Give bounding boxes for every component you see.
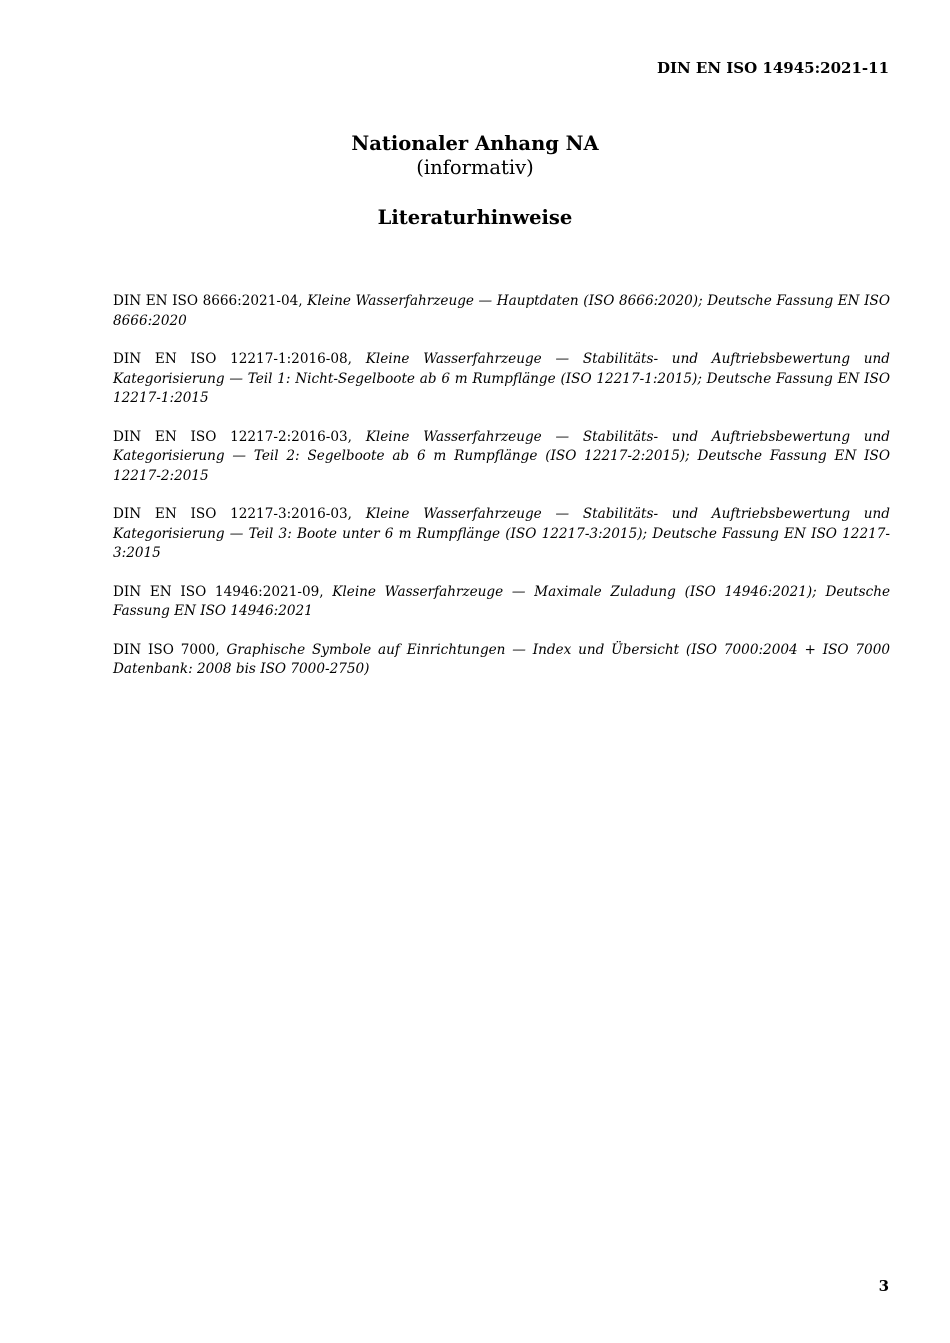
reference-title: Kleine Wasserfahrzeuge — Stabilitäts- und Auftriebsbewertung und Kategorisierung — Teil 2: Segelboote ab 6 m Rumpflänge (ISO 12217-2:2015); Deutsche Fassung EN ISO 12217-2:2015	[113, 428, 890, 484]
reference-title: Kleine Wasserfahrzeuge — Hauptdaten (ISO 8666:2020); Deutsche Fassung EN ISO 8666:2020	[113, 293, 890, 329]
reference-designation: DIN EN ISO 12217-1:2016-08,	[113, 351, 366, 367]
reference-title: Kleine Wasserfahrzeuge — Stabilitäts- und Auftriebsbewertung und Kategorisierung — Teil 3: Boote unter 6 m Rumpflänge (ISO 12217-3:2015); Deutsche Fassung EN ISO 12217-3:2015	[113, 506, 890, 561]
reference-item	[113, 292, 890, 331]
reference-designation: DIN EN ISO 8666:2021-04,	[113, 293, 308, 309]
reference-item	[113, 583, 890, 622]
reference-title: Graphische Symbole auf Einrichtungen — Index und Übersicht (ISO 7000:2004 + ISO 7000 Datenbank: 2008 bis ISO 7000-2750)	[113, 641, 891, 677]
reference-title: Kleine Wasserfahrzeuge — Stabilitäts- und Auftriebsbewertung und Kategorisierung — Teil 1: Nicht-Segelboote ab 6 m Rumpflänge (ISO 12217-1:2015); Deutsche Fassung EN ISO 12217-1:2015	[113, 351, 890, 406]
reference-title: Kleine Wasserfahrzeuge — Maximale Zuladung (ISO 14946:2021); Deutsche Fassung EN ISO 14946:2021	[113, 583, 890, 619]
reference-designation: DIN ISO 7000,	[113, 641, 227, 658]
annex-title: Nationaler Anhang NA	[351, 132, 599, 155]
reference-designation: DIN EN ISO 12217-2:2016-03,	[113, 428, 366, 445]
reference-list	[113, 292, 890, 699]
reference-item	[113, 350, 890, 409]
reference-item	[113, 428, 890, 487]
annex-subtitle: (informativ)	[416, 156, 534, 179]
annex-heading	[0, 132, 950, 180]
reference-item	[113, 641, 890, 680]
section-title: Literaturhinweise	[377, 206, 573, 229]
document-id: DIN EN ISO 14945:2021-11	[656, 59, 889, 77]
reference-designation: DIN EN ISO 12217-3:2016-03,	[113, 506, 366, 522]
reference-item	[113, 505, 890, 564]
reference-designation: DIN EN ISO 14946:2021-09,	[113, 583, 333, 600]
page-number: 3	[878, 1277, 889, 1295]
